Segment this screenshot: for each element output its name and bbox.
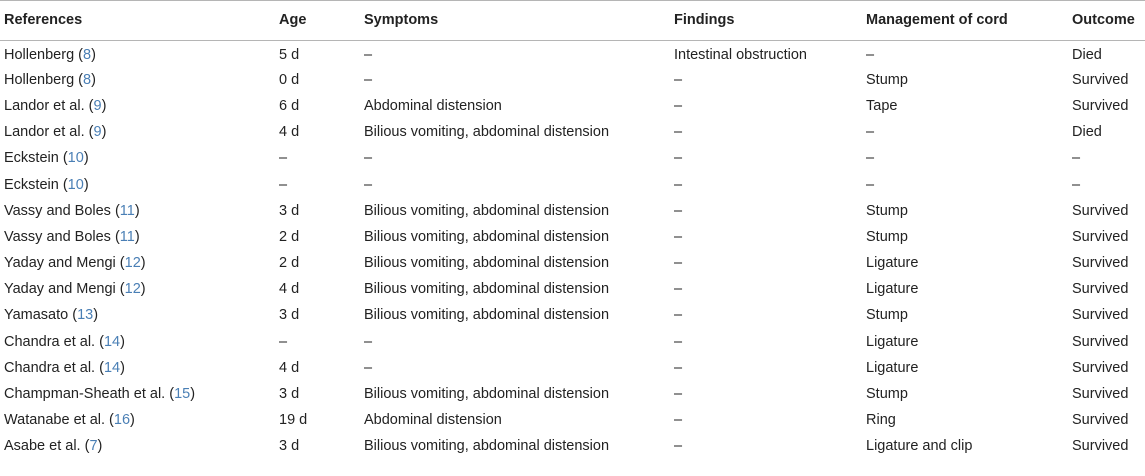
cell-reference: Eckstein (10) <box>4 176 89 193</box>
table-row <box>0 198 1145 224</box>
reference-author: Yaday and Mengi <box>4 281 116 298</box>
table-row <box>0 67 1145 93</box>
cell-age: – <box>279 150 288 167</box>
cell-management-of-cord: – <box>866 150 875 167</box>
reference-author: Yaday and Mengi <box>4 255 116 272</box>
citation-link[interactable]: 14 <box>103 359 121 376</box>
reference-author: Chandra et al. <box>4 333 96 350</box>
cell-management-of-cord: Ring <box>866 412 896 429</box>
cell-management-of-cord: – <box>866 176 875 193</box>
table-body <box>0 41 1145 460</box>
cell-outcome: Survived <box>1072 438 1129 455</box>
cell-outcome: Survived <box>1072 97 1129 114</box>
citation-link[interactable]: 10 <box>67 150 84 167</box>
citation-link[interactable]: 9 <box>93 97 102 114</box>
reference-author: Chandra et al. <box>4 359 96 376</box>
cell-outcome: Died <box>1072 124 1102 141</box>
cell-findings: – <box>674 202 683 219</box>
header-outcome: Outcome <box>1068 1 1145 41</box>
table-header <box>0 1 1145 41</box>
cell-outcome: Survived <box>1072 359 1129 376</box>
cell-outcome: Survived <box>1072 333 1129 350</box>
cell-outcome: Died <box>1072 46 1102 63</box>
citation-link[interactable]: 12 <box>124 281 141 298</box>
cell-management-of-cord: Stump <box>866 307 908 324</box>
cell-symptoms: – <box>364 71 373 88</box>
reference-author: Champman-Sheath et al. <box>4 386 166 403</box>
cell-reference: Yaday and Mengi (12) <box>4 255 146 272</box>
cell-findings: – <box>674 359 683 376</box>
table-row <box>0 93 1145 119</box>
citation-link[interactable]: 13 <box>77 307 94 324</box>
table-row <box>0 381 1145 407</box>
cell-symptoms: Bilious vomiting, abdominal distension <box>364 202 610 219</box>
reference-author: Landor et al. <box>4 124 85 141</box>
header-symptoms: Symptoms <box>360 1 670 41</box>
cell-symptoms: – <box>364 176 373 193</box>
cell-outcome: Survived <box>1072 307 1129 324</box>
cell-age: 3 d <box>279 202 300 219</box>
cell-age: 3 d <box>279 438 300 455</box>
table-row <box>0 224 1145 250</box>
citation-link[interactable]: 12 <box>124 255 141 272</box>
cell-reference: Yamasato (13) <box>4 307 99 324</box>
cell-management-of-cord: Ligature and clip <box>866 438 973 455</box>
cell-symptoms: Abdominal distension <box>364 412 502 429</box>
citation-link[interactable]: 14 <box>103 333 121 350</box>
cell-findings: – <box>674 333 683 350</box>
cell-symptoms: Bilious vomiting, abdominal distension <box>364 307 610 324</box>
cell-symptoms: Bilious vomiting, abdominal distension <box>364 386 610 403</box>
cell-outcome: Survived <box>1072 412 1129 429</box>
cell-symptoms: Bilious vomiting, abdominal distension <box>364 438 610 455</box>
cell-age: 5 d <box>279 46 300 63</box>
reference-author: Eckstein <box>4 176 59 193</box>
cell-findings: – <box>674 176 683 193</box>
table-row <box>0 41 1145 67</box>
cell-management-of-cord: – <box>866 46 875 63</box>
cell-management-of-cord: Stump <box>866 228 908 245</box>
citation-link[interactable]: 9 <box>93 124 102 141</box>
cell-age: 4 d <box>279 281 300 298</box>
cell-findings: – <box>674 71 683 88</box>
cell-findings: – <box>674 150 683 167</box>
table-row <box>0 355 1145 381</box>
cell-outcome: Survived <box>1072 202 1129 219</box>
cell-findings: – <box>674 97 683 114</box>
cell-age: 2 d <box>279 255 300 272</box>
reference-author: Landor et al. <box>4 97 85 114</box>
cell-management-of-cord: Stump <box>866 386 908 403</box>
cell-findings: – <box>674 386 683 403</box>
cell-outcome: Survived <box>1072 228 1129 245</box>
cell-findings: – <box>674 228 683 245</box>
cell-management-of-cord: Ligature <box>866 255 919 272</box>
table-row <box>0 145 1145 171</box>
cell-outcome: Survived <box>1072 71 1129 88</box>
table-row <box>0 119 1145 145</box>
cell-reference: Hollenberg (8) <box>4 46 96 63</box>
cell-outcome: – <box>1072 150 1081 167</box>
reference-author: Asabe et al. <box>4 438 81 455</box>
table-row <box>0 329 1145 355</box>
cell-age: 3 d <box>279 386 300 403</box>
cell-outcome: – <box>1072 176 1081 193</box>
cell-findings: – <box>674 255 683 272</box>
cell-symptoms: – <box>364 359 373 376</box>
cell-age: 0 d <box>279 71 300 88</box>
reference-author: Eckstein <box>4 150 59 167</box>
cell-management-of-cord: – <box>866 124 875 141</box>
reference-author: Hollenberg <box>4 46 75 63</box>
cell-management-of-cord: Ligature <box>866 333 919 350</box>
citation-link[interactable]: 15 <box>174 386 191 403</box>
cell-symptoms: – <box>364 150 373 167</box>
cell-findings: Intestinal obstruction <box>674 46 807 63</box>
reference-author: Hollenberg <box>4 71 75 88</box>
cell-symptoms: – <box>364 46 373 63</box>
citation-link[interactable]: 8 <box>83 46 92 63</box>
reference-author: Vassy and Boles <box>4 202 111 219</box>
cell-management-of-cord: Tape <box>866 97 898 114</box>
cell-reference: Champman-Sheath et al. (15) <box>4 386 196 403</box>
citation-link[interactable]: 8 <box>83 71 92 88</box>
table-row <box>0 302 1145 328</box>
cell-age: 6 d <box>279 97 300 114</box>
cell-findings: – <box>674 412 683 429</box>
cell-findings: – <box>674 281 683 298</box>
cell-symptoms: Bilious vomiting, abdominal distension <box>364 124 610 141</box>
cell-findings: – <box>674 438 683 455</box>
cell-age: 4 d <box>279 359 300 376</box>
header-row <box>0 1 1145 41</box>
cell-management-of-cord: Ligature <box>866 281 919 298</box>
cell-reference: Watanabe et al. (16) <box>4 412 135 429</box>
reference-author: Watanabe et al. <box>4 412 106 429</box>
cell-outcome: Survived <box>1072 386 1129 403</box>
header-age: Age <box>275 1 360 41</box>
cell-reference: Vassy and Boles (11) <box>4 228 140 245</box>
cell-age: 4 d <box>279 124 300 141</box>
citation-link[interactable]: 7 <box>89 438 98 455</box>
citation-link[interactable]: 10 <box>67 176 84 193</box>
cell-outcome: Survived <box>1072 255 1129 272</box>
cell-findings: – <box>674 307 683 324</box>
cell-age: – <box>279 176 288 193</box>
table-row <box>0 407 1145 433</box>
table-row <box>0 171 1145 197</box>
reference-author: Yamasato <box>4 307 69 324</box>
cell-age: – <box>279 333 288 350</box>
reference-author: Vassy and Boles <box>4 228 111 245</box>
citation-link[interactable]: 16 <box>113 412 131 429</box>
cell-reference: Chandra et al. (14) <box>4 359 125 376</box>
cell-reference: Landor et al. (9) <box>4 124 107 141</box>
cell-symptoms: – <box>364 333 373 350</box>
cell-management-of-cord: Stump <box>866 71 908 88</box>
table-row <box>0 433 1145 459</box>
header-management-of-cord: Management of cord <box>862 1 1068 41</box>
cell-reference: Yaday and Mengi (12) <box>4 281 146 298</box>
cell-symptoms: Abdominal distension <box>364 97 502 114</box>
citation-link[interactable]: 11 <box>119 228 135 245</box>
cell-reference: Landor et al. (9) <box>4 97 107 114</box>
cell-management-of-cord: Ligature <box>866 359 919 376</box>
cell-symptoms: Bilious vomiting, abdominal distension <box>364 281 610 298</box>
cell-reference: Eckstein (10) <box>4 150 89 167</box>
cell-age: 3 d <box>279 307 300 324</box>
table-row <box>0 276 1145 302</box>
cell-age: 2 d <box>279 228 300 245</box>
cell-reference: Asabe et al. (7) <box>4 438 103 455</box>
cell-symptoms: Bilious vomiting, abdominal distension <box>364 228 610 245</box>
cell-outcome: Survived <box>1072 281 1129 298</box>
cell-reference: Hollenberg (8) <box>4 71 96 88</box>
table-row <box>0 250 1145 276</box>
cell-findings: – <box>674 124 683 141</box>
cell-age: 19 d <box>279 412 308 429</box>
cell-reference: Vassy and Boles (11) <box>4 202 140 219</box>
cell-management-of-cord: Stump <box>866 202 908 219</box>
header-findings: Findings <box>670 1 862 41</box>
citation-link[interactable]: 11 <box>119 202 135 219</box>
header-references: References <box>0 1 275 41</box>
cell-reference: Chandra et al. (14) <box>4 333 125 350</box>
cell-symptoms: Bilious vomiting, abdominal distension <box>364 255 610 272</box>
